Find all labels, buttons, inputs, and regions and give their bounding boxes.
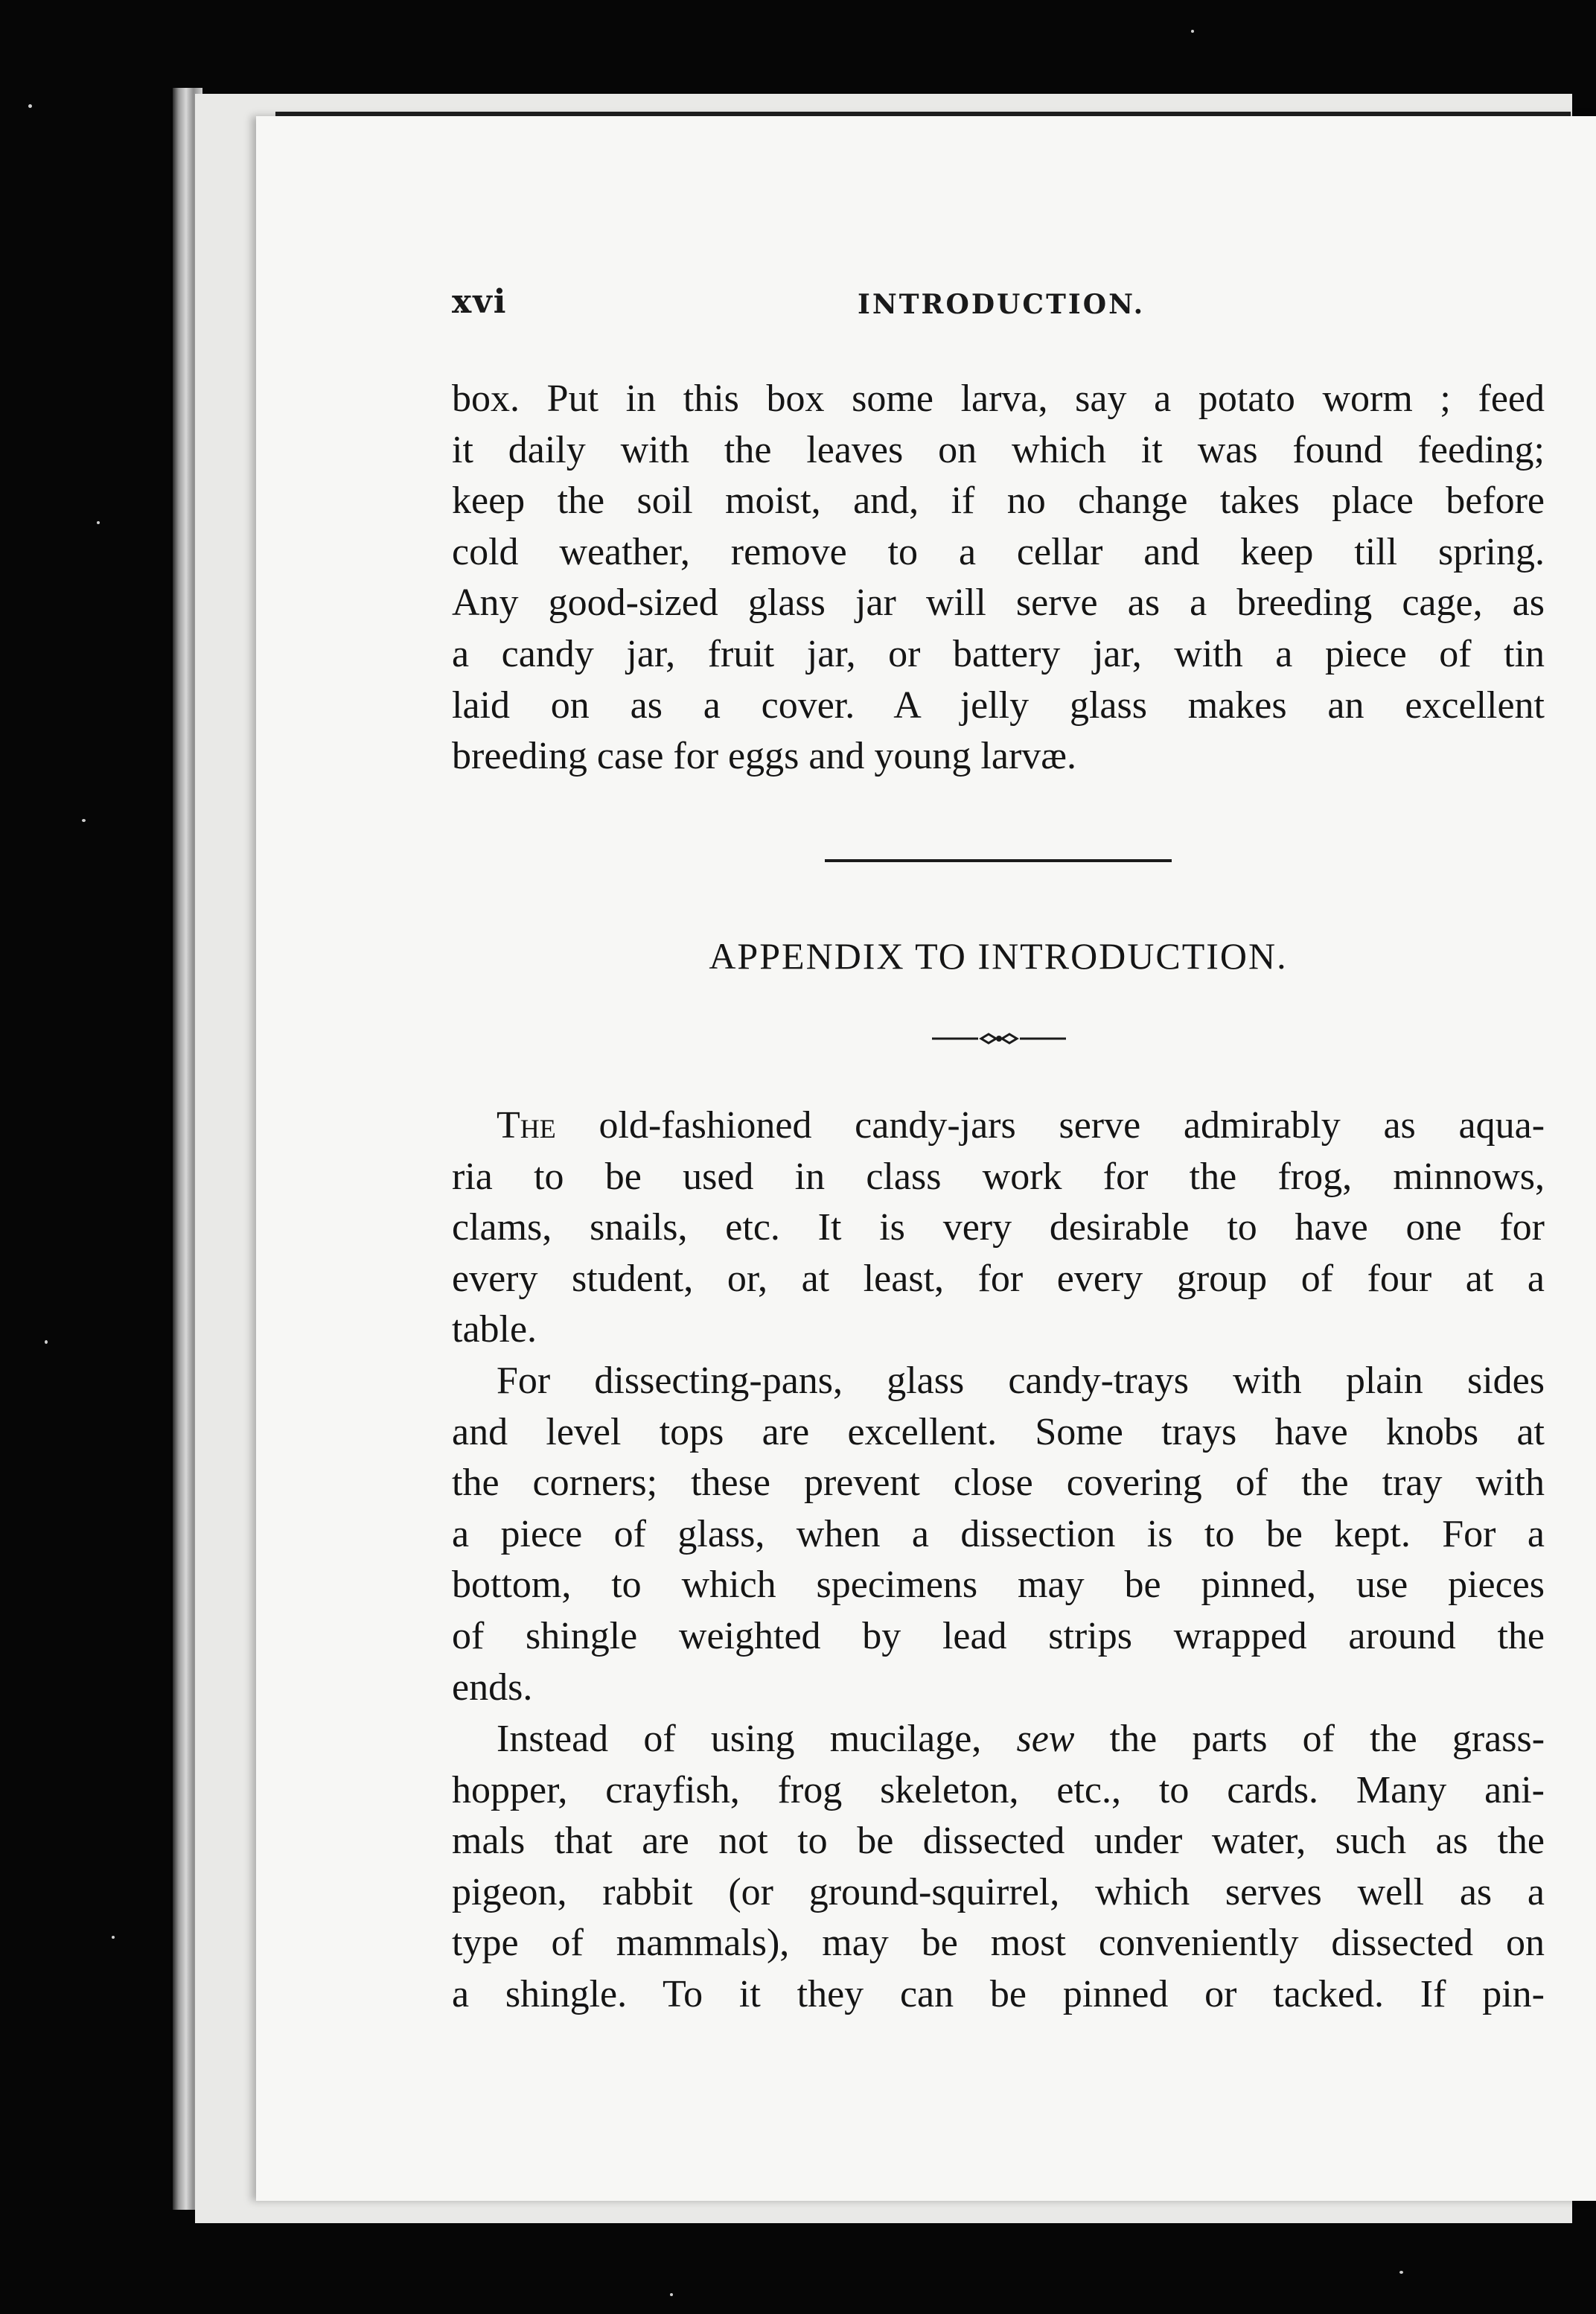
text-line: a shingle. To it they can be pinned or tacked. If pin- [452, 1972, 1545, 2015]
dust-speck [45, 1340, 48, 1344]
text-line: of shingle weighted by lead strips wrapped around the [452, 1614, 1545, 1657]
line-text: old-fashioned candy-jars serve admirably as aqua- [598, 1104, 1545, 1147]
continuation-paragraph [452, 374, 1545, 783]
text-line: bottom, to which specimens may be pinned, use pieces [452, 1564, 1545, 1607]
text-line: mals that are not to be dissected under water, such as the [452, 1820, 1545, 1863]
text-line: keep the soil moist, and, if no change takes place before [452, 479, 1545, 523]
dust-speck [670, 2293, 673, 2296]
text-line: table. [452, 1308, 537, 1351]
line-text: the parts of the grass- [1109, 1718, 1545, 1760]
line-text: Instead of using mucilage, [497, 1718, 982, 1760]
page-top-edge [275, 112, 1571, 116]
text-line: ends. [452, 1666, 533, 1709]
ornament-divider [932, 1027, 1066, 1050]
appendix-paragraph-1 [452, 1100, 1545, 1356]
dust-speck [1399, 2271, 1403, 2274]
dust-speck [28, 104, 32, 108]
appendix-paragraph-2 [452, 1356, 1545, 1713]
text-line [452, 1100, 1545, 1152]
dust-speck [112, 1936, 115, 1939]
running-title: INTRODUCTION. [858, 289, 1146, 320]
text-line: cold weather, remove to a cellar and keep till spring. [452, 530, 1545, 573]
text-line [452, 1714, 1545, 1765]
text-line: and level tops are excellent. Some trays have knobs at [452, 1410, 1545, 1453]
appendix-paragraph-3 [452, 1714, 1545, 2021]
text-line: laid on as a cover. A jelly glass makes an excellent [452, 683, 1545, 727]
page-number: xvi [452, 283, 508, 321]
text-line: it daily with the leaves on which it was found feeding; [452, 428, 1545, 471]
text-line: Any good-sized glass jar will serve as a breeding cage, as [452, 581, 1545, 625]
section-divider-rule [825, 859, 1172, 862]
dust-speck [82, 819, 86, 822]
lead-word: The [497, 1104, 556, 1147]
text-line: type of mammals), may be most conveniently dissected on [452, 1922, 1545, 1965]
section-heading: APPENDIX TO INTRODUCTION. [709, 935, 1288, 977]
text-line: the corners; these prevent close covering of the tray with [452, 1462, 1545, 1505]
text-line: every student, or, at least, for every group of four at a [452, 1257, 1545, 1300]
text-line: a piece of glass, when a dissection is to be kept. For a [452, 1512, 1545, 1555]
text-line: pigeon, rabbit (or ground-squirrel, which serves well as a [452, 1870, 1545, 1913]
text-line: For dissecting-pans, glass candy-trays with plain sides [497, 1360, 1545, 1402]
text-line: clams, snails, etc. It is very desirable to have one for [452, 1206, 1545, 1249]
text-line: box. Put in this box some larva, say a potato worm ; feed [452, 377, 1545, 420]
text-line: a candy jar, fruit jar, or battery jar, with a piece of tin [452, 632, 1545, 675]
dust-speck [97, 521, 100, 524]
running-head [452, 283, 1546, 328]
text-line: hopper, crayfish, frog skeleton, etc., to cards. Many ani- [452, 1768, 1545, 1811]
italic-word: sew [1016, 1718, 1075, 1760]
text-line: ria to be used in class work for the frog, minnows, [452, 1155, 1545, 1198]
dust-speck [1191, 30, 1194, 33]
text-line: breeding case for eggs and young larvæ. [452, 735, 1076, 778]
